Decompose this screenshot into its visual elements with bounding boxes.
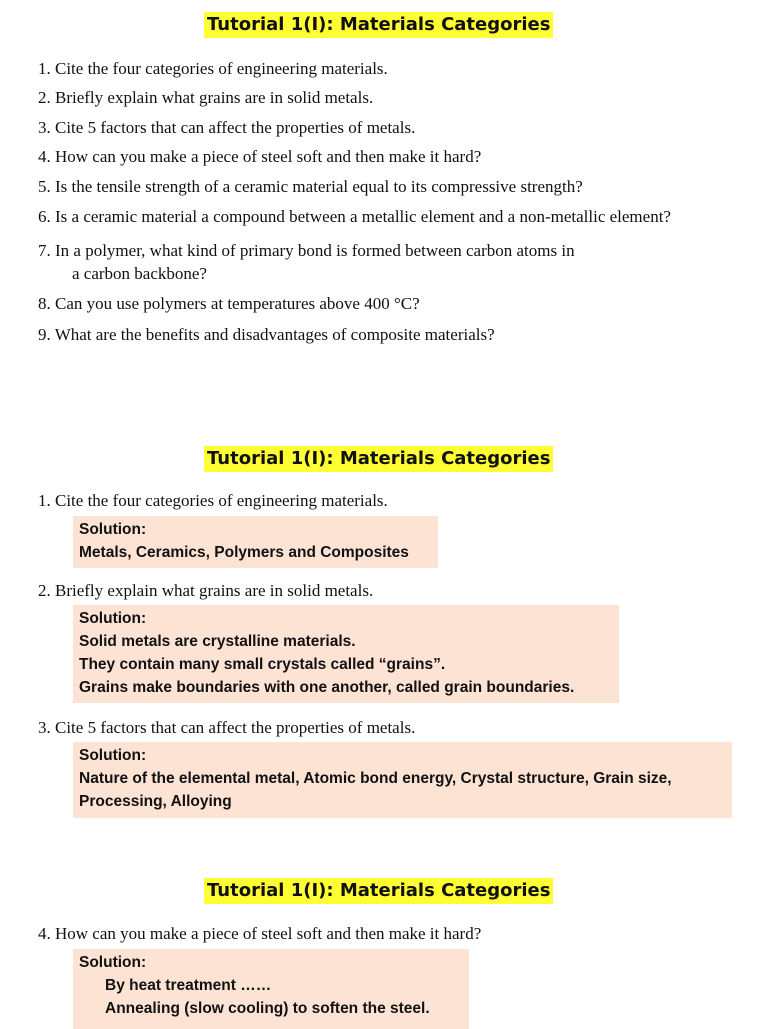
solution-line: Metals, Ceramics, Polymers and Composites	[79, 544, 409, 561]
solution-line: Processing, Alloying	[79, 793, 232, 810]
question-8: 8. Can you use polymers at temperatures above 400 °C?	[38, 294, 420, 313]
solution-label: Solution:	[79, 954, 147, 971]
question-5: 5. Is the tensile strength of a ceramic material equal to its compressive strength?	[38, 177, 583, 196]
page3-question-4: 4. How can you make a piece of steel soft and then make it hard?	[38, 924, 482, 943]
question-1: 1. Cite the four categories of engineering materials.	[38, 59, 388, 78]
solution-line: By heat treatment ……	[105, 977, 272, 994]
page2-question-3: 3. Cite 5 factors that can affect the properties of metals.	[38, 718, 416, 737]
solution-line: Grains make boundaries with one another, called grain boundaries.	[79, 679, 575, 696]
question-7-continuation: a carbon backbone?	[72, 264, 207, 283]
question-2: 2. Briefly explain what grains are in solid metals.	[38, 88, 374, 107]
page2-question-1: 1. Cite the four categories of engineering materials.	[38, 491, 388, 510]
page1-title: Tutorial 1(I): Materials Categories	[204, 12, 553, 38]
solution-1	[73, 516, 438, 568]
solution-4	[73, 949, 469, 1029]
question-6: 6. Is a ceramic material a compound between a metallic element and a non-metallic element?	[38, 207, 671, 226]
solution-line: Annealing (slow cooling) to soften the steel.	[105, 1000, 430, 1017]
solution-label: Solution:	[79, 610, 147, 627]
solution-2	[73, 605, 619, 703]
question-4: 4. How can you make a piece of steel soft and then make it hard?	[38, 147, 482, 166]
solution-line: Solid metals are crystalline materials.	[79, 633, 356, 650]
solution-label: Solution:	[79, 747, 147, 764]
solution-3	[73, 742, 732, 818]
page3-title: Tutorial 1(I): Materials Categories	[204, 878, 553, 904]
page2-question-2: 2. Briefly explain what grains are in solid metals.	[38, 581, 374, 600]
question-9: 9. What are the benefits and disadvantages of composite materials?	[38, 325, 495, 344]
question-3: 3. Cite 5 factors that can affect the properties of metals.	[38, 118, 416, 137]
question-7: 7. In a polymer, what kind of primary bond is formed between carbon atoms in	[38, 241, 575, 260]
solution-line: Nature of the elemental metal, Atomic bond energy, Crystal structure, Grain size,	[79, 770, 672, 787]
solution-label: Solution:	[79, 521, 147, 538]
page2-title: Tutorial 1(I): Materials Categories	[204, 446, 553, 472]
solution-line: They contain many small crystals called “grains”.	[79, 656, 446, 673]
